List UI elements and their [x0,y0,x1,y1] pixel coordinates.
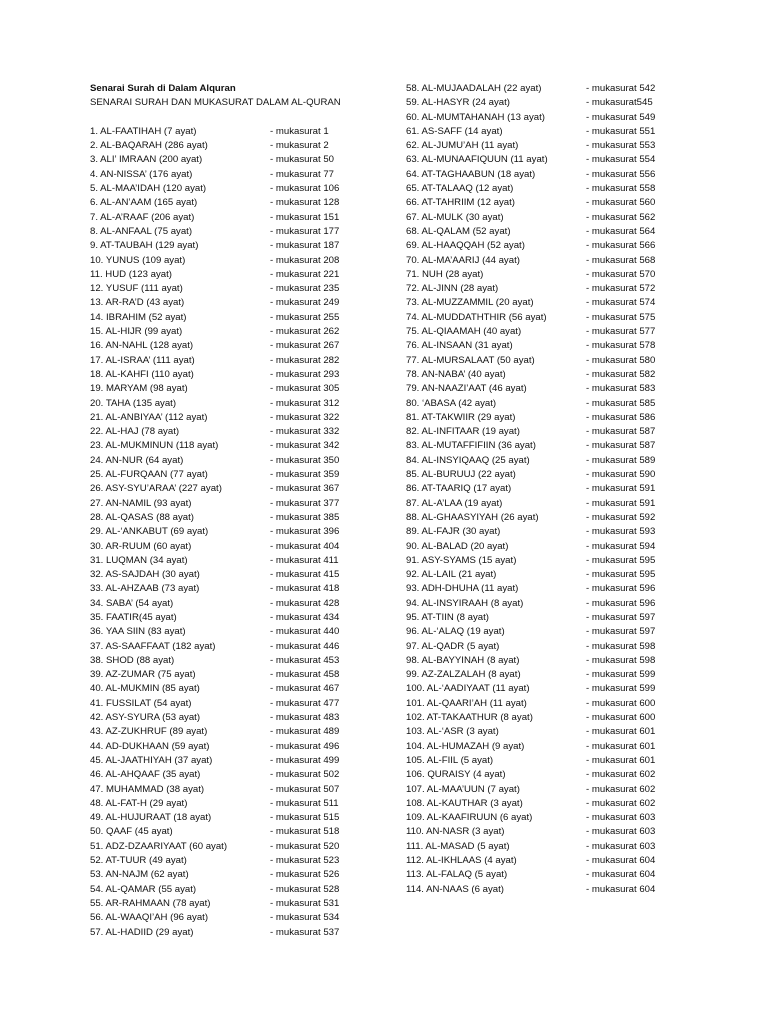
page-reference: - mukasurat 591 [586,497,656,509]
page-reference: - mukasurat 411 [270,554,339,566]
surah-name: 96. AL-‘ALAQ (19 ayat) [406,626,505,638]
surah-name: 68. AL-QALAM (52 ayat) [406,225,511,237]
surah-name: 28. AL-QASAS (88 ayat) [90,511,194,523]
surah-row [90,211,341,225]
page-reference: - mukasurat 551 [586,125,656,137]
surah-row [90,225,341,239]
surah-name: 7. AL-A’RAAF (206 ayat) [90,211,195,223]
surah-name: 32. AS-SAJDAH (30 ayat) [90,569,200,581]
surah-name: 33. AL-AHZAAB (73 ayat) [90,583,200,595]
page-reference: - mukasurat 553 [586,140,656,152]
page-reference: - mukasurat 418 [270,583,340,595]
surah-name: 15. AL-HIJR (99 ayat) [90,326,183,338]
surah-name: 78. AN-NABA’ (40 ayat) [406,368,506,380]
page-reference: - mukasurat 596 [586,597,656,609]
left-column [90,82,341,940]
surah-row [90,682,341,696]
page-reference: - mukasurat 249 [270,297,340,309]
page-reference: - mukasurat 586 [586,411,656,423]
surah-name: 72. AL-JINN (28 ayat) [406,283,499,295]
surah-name: 58. AL-MUJAADALAH (22 ayat) [406,83,542,94]
surah-name: 87. AL-A’LAA (19 ayat) [406,497,503,509]
surah-name: 112. AL-IKHLAAS (4 ayat) [406,855,517,867]
page-reference: - mukasurat 208 [270,254,340,266]
surah-name: 55. AR-RAHMAAN (78 ayat) [90,897,211,909]
page-reference: - mukasurat 601 [586,740,656,752]
surah-row [90,597,341,611]
surah-name: 82. AL-INFITAAR (19 ayat) [406,426,520,438]
surah-name: 21. AL-ANBIYAA’ (112 ayat) [90,411,208,423]
page-reference: - mukasurat 467 [270,683,340,695]
document-subtitle: SENARAI SURAH DAN MUKASURAT DALAM AL-QURAN [90,97,341,109]
surah-name: 30. AR-RUUM (60 ayat) [90,540,192,552]
surah-name: 22. AL-HAJ (78 ayat) [90,426,180,438]
surah-name: 77. AL-MURSALAAT (50 ayat) [406,354,535,366]
surah-name: 62. AL-JUMU’AH (11 ayat) [406,140,519,152]
page-reference: - mukasurat 151 [270,211,340,223]
page-reference: - mukasurat 587 [586,426,656,438]
surah-row [90,425,341,439]
surah-name: 64. AT-TAGHAABUN (18 ayat) [406,168,536,180]
surah-row [90,511,341,525]
surah-name: 51. ADZ-DZAARIYAAT (60 ayat) [90,840,228,852]
surah-name: 76. AL-INSAAN (31 ayat) [406,340,513,352]
page-reference: - mukasurat 554 [586,154,656,166]
surah-name: 89. AL-FAJR (30 ayat) [406,526,501,538]
page-reference: - mukasurat 596 [586,583,656,595]
surah-row [90,268,341,282]
surah-row [90,911,341,925]
surah-name: 97. AL-QADR (5 ayat) [406,640,500,652]
surah-row [90,296,341,310]
page-reference: - mukasurat545 [586,97,653,109]
surah-name: 84. AL-INSYIQAAQ (25 ayat) [406,454,530,466]
surah-row [90,382,341,396]
page-reference: - mukasurat 177 [270,225,340,237]
surah-row [90,325,341,339]
surah-name: 103. AL-‘ASR (3 ayat) [406,726,499,738]
surah-list-left [90,125,341,940]
surah-name: 54. AL-QAMAR (55 ayat) [90,883,197,895]
surah-row [90,654,341,668]
page-reference: - mukasurat 332 [270,426,340,438]
page-reference: - mukasurat 566 [586,240,656,252]
surah-row [90,740,341,754]
surah-name: 29. AL-‘ANKABUT (69 ayat) [90,526,209,538]
surah-row [90,868,341,882]
surah-row [90,568,341,582]
page-reference: - mukasurat 549 [586,111,656,123]
page-reference: - mukasurat 582 [586,368,656,380]
page-reference: - mukasurat 489 [270,726,340,738]
surah-name: 110. AN-NASR (3 ayat) [406,826,505,838]
page-reference: - mukasurat 526 [270,869,340,881]
surah-row [90,125,341,139]
surah-name: 113. AL-FALAQ (5 ayat) [406,869,508,881]
surah-name: 41. FUSSILAT (54 ayat) [90,697,192,709]
surah-row [90,182,341,196]
page-reference: - mukasurat 599 [586,669,656,681]
surah-name: 11. HUD (123 ayat) [90,268,172,280]
surah-name: 6. AL-AN’AAM (165 ayat) [90,197,198,209]
page-reference: - mukasurat 305 [270,383,340,395]
surah-name: 36. YAA SIIN (83 ayat) [90,626,186,638]
page-reference: - mukasurat 542 [586,83,656,94]
surah-row [90,339,341,353]
surah-row [90,640,341,654]
page-reference: - mukasurat 570 [586,268,656,280]
surah-name: 47. MUHAMMAD (38 ayat) [90,783,205,795]
page-reference: - mukasurat 599 [586,683,656,695]
surah-row [90,811,341,825]
surah-row [90,711,341,725]
page-reference: - mukasurat 428 [270,597,340,609]
surah-row [90,468,341,482]
surah-name: 108. AL-KAUTHAR (3 ayat) [406,797,523,809]
page-reference: - mukasurat 580 [586,354,656,366]
surah-name: 1. AL-FAATIHAH (7 ayat) [90,125,197,137]
page-reference: - mukasurat 106 [270,183,340,195]
surah-name: 42. ASY-SYURA (53 ayat) [90,712,201,724]
page-reference: - mukasurat 458 [270,669,340,681]
page-reference: - mukasurat 604 [586,869,656,881]
page-reference: - mukasurat 267 [270,340,340,352]
page-reference: - mukasurat 589 [586,454,656,466]
page-reference: - mukasurat 604 [586,855,656,867]
page-reference: - mukasurat 518 [270,826,340,838]
surah-name: 43. AZ-ZUKHRUF (89 ayat) [90,726,208,738]
spacer [90,111,341,125]
page-reference: - mukasurat 523 [270,855,340,867]
surah-row [90,768,341,782]
surah-name: 5. AL-MAA’IDAH (120 ayat) [90,183,207,195]
surah-name: 60. AL-MUMTAHANAH (13 ayat) [406,111,545,123]
surah-row [90,754,341,768]
page-reference: - mukasurat 587 [586,440,656,452]
surah-name: 3. ALI’ IMRAAN (200 ayat) [90,154,203,166]
surah-name: 94. AL-INSYIRAAH (8 ayat) [406,597,524,609]
surah-name: 92. AL-LAIL (21 ayat) [406,569,497,581]
page-reference: - mukasurat 322 [270,411,340,423]
surah-name: 114. AN-NAAS (6 ayat) [406,883,504,895]
surah-name: 56. AL-WAAQI’AH (96 ayat) [90,912,209,924]
surah-row [90,668,341,682]
surah-name: 19. MARYAM (98 ayat) [90,383,188,395]
surah-name: 109. AL-KAAFIRUUN (6 ayat) [406,812,533,824]
surah-row [90,783,341,797]
surah-row [90,897,341,911]
surah-name: 45. AL-JAATHIYAH (37 ayat) [90,754,213,766]
surah-name: 69. AL-HAAQQAH (52 ayat) [406,240,525,252]
surah-name: 39. AZ-ZUMAR (75 ayat) [90,669,196,681]
surah-name: 13. AR-RA’D (43 ayat) [90,297,185,309]
surah-name: 83. AL-MUTAFFIFIIN (36 ayat) [406,440,536,452]
page-reference: - mukasurat 2 [270,140,329,152]
surah-row [90,854,341,868]
surah-name: 71. NUH (28 ayat) [406,268,484,280]
page-reference: - mukasurat 602 [586,769,656,781]
page-reference: - mukasurat 440 [270,626,340,638]
page-reference: - mukasurat 574 [586,297,656,309]
page-reference: - mukasurat 496 [270,740,340,752]
surah-row [90,582,341,596]
surah-name: 44. AD-DUKHAAN (59 ayat) [90,740,210,752]
surah-row [90,311,341,325]
surah-row [90,368,341,382]
page-reference: - mukasurat 537 [270,926,340,938]
page-reference: - mukasurat 415 [270,569,340,581]
surah-row [90,525,341,539]
page-reference: - mukasurat 404 [270,540,340,552]
page-reference: - mukasurat 594 [586,540,656,552]
page-reference: - mukasurat 1 [270,125,329,137]
surah-name: 26. ASY-SYU’ARAA’ (227 ayat) [90,483,222,495]
page-reference: - mukasurat 575 [586,311,656,323]
surah-row [90,439,341,453]
surah-name: 99. AZ-ZALZALAH (8 ayat) [406,669,521,681]
page-reference: - mukasurat 600 [586,697,656,709]
surah-name: 70. AL-MA’AARIJ (44 ayat) [406,254,520,266]
surah-name: 67. AL-MULK (30 ayat) [406,211,504,223]
surah-row [90,254,341,268]
surah-row [90,625,341,639]
page-reference: - mukasurat 564 [586,225,656,237]
page-reference: - mukasurat 603 [586,826,656,838]
surah-name: 102. AT-TAKAATHUR (8 ayat) [406,712,533,724]
page-reference: - mukasurat 396 [270,526,340,538]
page-reference: - mukasurat 262 [270,326,340,338]
page-reference: - mukasurat 528 [270,883,340,895]
page-reference: - mukasurat 598 [586,654,656,666]
page-reference: - mukasurat 293 [270,368,340,380]
page-reference: - mukasurat 221 [270,268,340,280]
surah-name: 53. AN-NAJM (62 ayat) [90,869,189,881]
surah-name: 2. AL-BAQARAH (286 ayat) [90,140,208,152]
page-reference: - mukasurat 593 [586,526,656,538]
surah-row [90,139,341,153]
page-reference: - mukasurat 601 [586,754,656,766]
surah-name: 75. AL-QIAAMAH (40 ayat) [406,326,522,338]
page-reference: - mukasurat 603 [586,812,656,824]
page-reference: - mukasurat 562 [586,211,656,223]
page-reference: - mukasurat 568 [586,254,656,266]
surah-name: 49. AL-HUJURAAT (18 ayat) [90,812,212,824]
surah-name: 73. AL-MUZZAMMIL (20 ayat) [406,297,534,309]
surah-name: 9. AT-TAUBAH (129 ayat) [90,240,199,252]
page-reference: - mukasurat 477 [270,697,340,709]
page-reference: - mukasurat 520 [270,840,340,852]
surah-name: 40. AL-MUKMIN (85 ayat) [90,683,200,695]
surah-name: 52. AT-TUUR (49 ayat) [90,855,187,867]
surah-row [90,168,341,182]
surah-row [90,540,341,554]
surah-name: 34. SABA’ (54 ayat) [90,597,174,609]
page-reference: - mukasurat 511 [270,797,339,809]
page-reference: - mukasurat 282 [270,354,340,366]
surah-name: 17. AL-ISRAA’ (111 ayat) [90,354,195,366]
page-reference: - mukasurat 601 [586,726,656,738]
page-reference: - mukasurat 446 [270,640,340,652]
surah-row [90,840,341,854]
surah-row [90,354,341,368]
surah-row [90,883,341,897]
surah-name: 25. AL-FURQAAN (77 ayat) [90,469,208,481]
surah-name: 12. YUSUF (111 ayat) [90,283,183,295]
page-reference: - mukasurat 572 [586,283,656,295]
page-reference: - mukasurat 502 [270,769,340,781]
page-reference: - mukasurat 385 [270,511,340,523]
page-reference: - mukasurat 595 [586,554,656,566]
surah-name: 74. AL-MUDDATHTHIR (56 ayat) [406,311,547,323]
surah-name: 4. AN-NISSA’ (176 ayat) [90,168,193,180]
page-reference: - mukasurat 534 [270,912,340,924]
surah-name: 59. AL-HASYR (24 ayat) [406,97,510,109]
surah-name: 105. AL-FIIL (5 ayat) [406,754,494,766]
surah-name: 61. AS-SAFF (14 ayat) [406,125,503,137]
surah-row [90,926,341,940]
surah-row [90,697,341,711]
page-reference: - mukasurat 434 [270,611,340,623]
surah-name: 101. AL-QAARI’AH (11 ayat) [406,697,527,709]
surah-name: 90. AL-BALAD (20 ayat) [406,540,509,552]
page-reference: - mukasurat 583 [586,383,656,395]
surah-name: 57. AL-HADIID (29 ayat) [90,926,194,938]
surah-name: 24. AN-NUR (64 ayat) [90,454,184,466]
surah-row [90,153,341,167]
page-reference: - mukasurat 602 [586,797,656,809]
surah-name: 46. AL-AHQAAF (35 ayat) [90,769,201,781]
page-reference: - mukasurat 77 [270,168,334,180]
surah-name: 81. AT-TAKWIIR (29 ayat) [406,411,516,423]
page-reference: - mukasurat 558 [586,183,656,195]
page-reference: - mukasurat 603 [586,840,656,852]
page-reference: - mukasurat 592 [586,511,656,523]
surah-row [90,554,341,568]
surah-name: 65. AT-TALAAQ (12 ayat) [406,183,514,195]
surah-name: 93. ADH-DHUHA (11 ayat) [406,583,519,595]
surah-name: 66. AT-TAHRIIM (12 ayat) [406,197,515,209]
page-reference: - mukasurat 560 [586,197,656,209]
surah-row [90,611,341,625]
document-title: Senarai Surah di Dalam Alquran [90,83,236,94]
surah-name: 38. SHOD (88 ayat) [90,654,175,666]
surah-row [90,239,341,253]
surah-name: 106. QURAISY (4 ayat) [406,769,506,781]
surah-name: 14. IBRAHIM (52 ayat) [90,311,187,323]
surah-row [90,397,341,411]
page-reference: - mukasurat 600 [586,712,656,724]
surah-name: 111. AL-MASAD (5 ayat) [406,840,510,852]
surah-name: 107. AL-MAA’UUN (7 ayat) [406,783,520,795]
surah-name: 85. AL-BURUUJ (22 ayat) [406,469,516,481]
page-reference: - mukasurat 483 [270,712,340,724]
surah-name: 35. FAATIR(45 ayat) [90,611,177,623]
page-reference: - mukasurat 597 [586,611,656,623]
surah-name: 86. AT-TAARIQ (17 ayat) [406,483,512,495]
page-reference: - mukasurat 590 [586,469,656,481]
surah-row [90,825,341,839]
page-reference: - mukasurat 507 [270,783,340,795]
page-reference: - mukasurat 359 [270,469,340,481]
surah-name: 20. TAHA (135 ayat) [90,397,177,409]
surah-row [90,282,341,296]
page-reference: - mukasurat 499 [270,754,340,766]
surah-name: 104. AL-HUMAZAH (9 ayat) [406,740,525,752]
surah-name: 31. LUQMAN (34 ayat) [90,554,188,566]
page-reference: - mukasurat 556 [586,168,656,180]
page-reference: - mukasurat 187 [270,240,340,252]
surah-row [90,411,341,425]
page-reference: - mukasurat 367 [270,483,340,495]
surah-name: 27. AN-NAMIL (93 ayat) [90,497,192,509]
page-reference: - mukasurat 350 [270,454,340,466]
page-reference: - mukasurat 602 [586,783,656,795]
page-reference: - mukasurat 597 [586,626,656,638]
surah-name: 48. AL-FAT-H (29 ayat) [90,797,188,809]
surah-name: 23. AL-MUKMINUN (118 ayat) [90,440,219,452]
page-reference: - mukasurat 595 [586,569,656,581]
surah-name: 50. QAAF (45 ayat) [90,826,173,838]
surah-name: 100. AL-‘AADIYAAT (11 ayat) [406,683,530,695]
surah-name: 98. AL-BAYYINAH (8 ayat) [406,654,520,666]
surah-name: 18. AL-KAHFI (110 ayat) [90,368,194,380]
page-reference: - mukasurat 577 [586,326,656,338]
page-reference: - mukasurat 235 [270,283,340,295]
surah-name: 8. AL-ANFAAL (75 ayat) [90,225,193,237]
surah-name: 79. AN-NAAZI’AAT (46 ayat) [406,383,527,395]
surah-name: 37. AS-SAAFFAAT (182 ayat) [90,640,216,652]
page-reference: - mukasurat 342 [270,440,340,452]
surah-row [90,797,341,811]
page-reference: - mukasurat 598 [586,640,656,652]
page-reference: - mukasurat 377 [270,497,340,509]
surah-row [90,497,341,511]
page-reference: - mukasurat 585 [586,397,656,409]
page-reference: - mukasurat 604 [586,883,656,895]
page-reference: - mukasurat 312 [270,397,340,409]
surah-name: 80. ‘ABASA (42 ayat) [406,397,497,409]
surah-row [90,454,341,468]
page-reference: - mukasurat 531 [270,897,340,909]
surah-name: 95. AT-TIIN (8 ayat) [406,611,489,623]
page-reference: - mukasurat 128 [270,197,340,209]
page-reference: - mukasurat 50 [270,154,334,166]
surah-name: 16. AN-NAHL (128 ayat) [90,340,194,352]
surah-row [90,725,341,739]
surah-row [90,482,341,496]
page-reference: - mukasurat 453 [270,654,340,666]
page-reference: - mukasurat 578 [586,340,656,352]
page-reference: - mukasurat 515 [270,812,340,824]
surah-row [90,196,341,210]
surah-name: 91. ASY-SYAMS (15 ayat) [406,554,517,566]
surah-name: 63. AL-MUNAAFIQUUN (11 ayat) [406,154,548,166]
page-reference: - mukasurat 591 [586,483,656,495]
surah-name: 10. YUNUS (109 ayat) [90,254,186,266]
surah-name: 88. AL-GHAASYIYAH (26 ayat) [406,511,539,523]
page-reference: - mukasurat 255 [270,311,340,323]
